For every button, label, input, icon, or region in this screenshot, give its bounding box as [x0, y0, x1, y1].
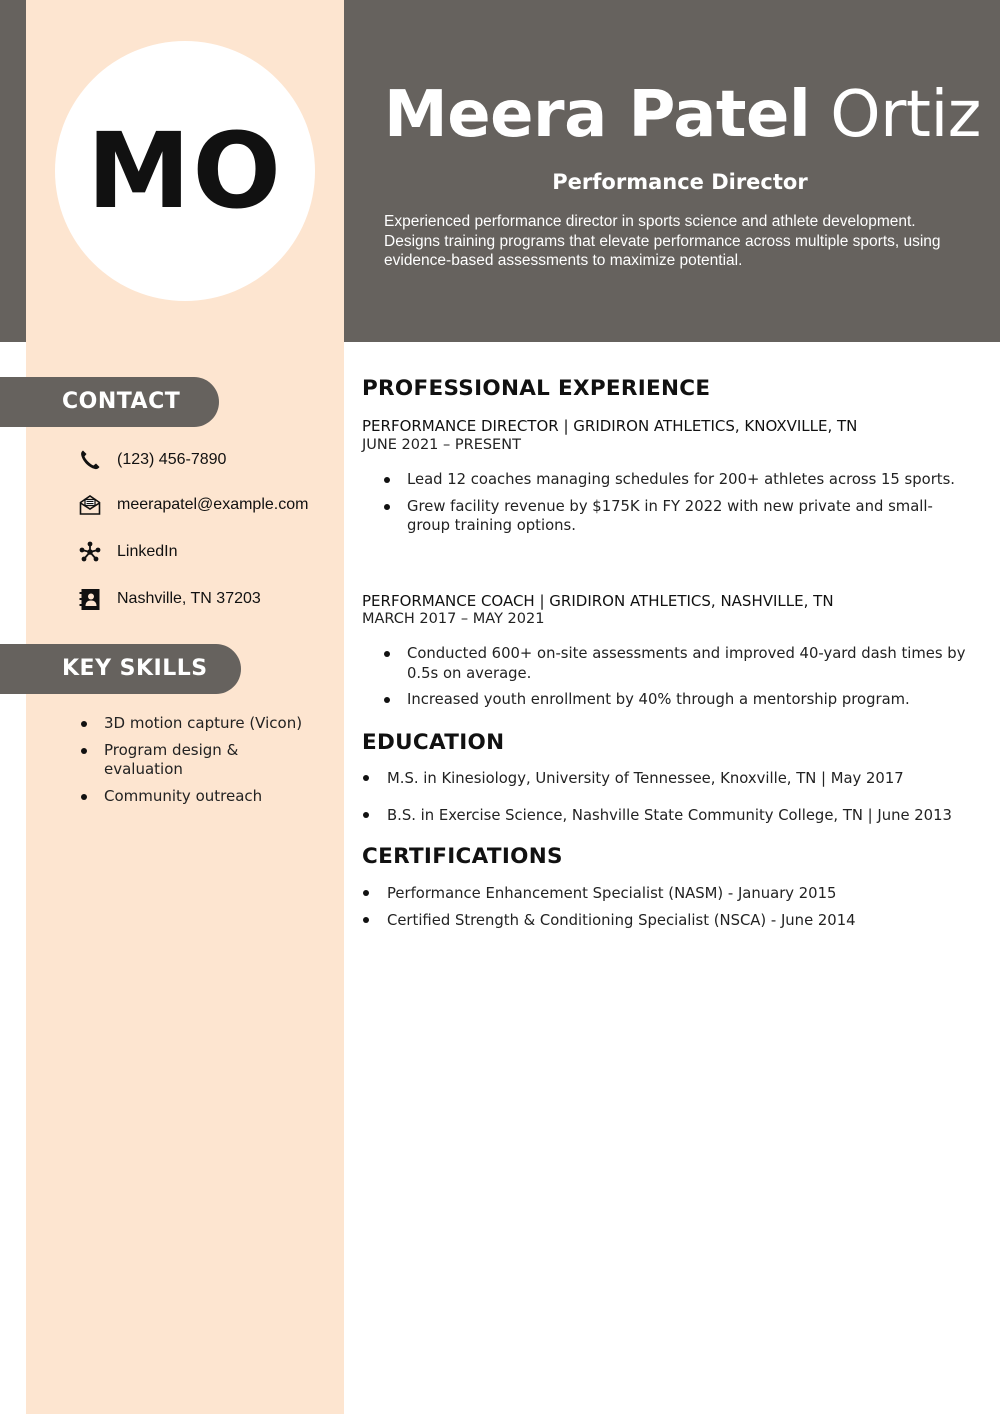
experience-heading: PROFESSIONAL EXPERIENCE: [362, 376, 711, 401]
job-bullets: [384, 470, 974, 543]
job-bullet: Conducted 600+ on-site assessments and improved 40-yard dash times by 0.5s on average.: [384, 644, 974, 683]
education-item: M.S. in Kinesiology, University of Tennessee, Knoxville, TN | May 2017: [362, 769, 982, 789]
profile-summary: Experienced performance director in sports science and athlete development. Designs training programs that elevate performance across multiple sports, using evidence-based assessments to maximize potential.: [384, 213, 941, 269]
phone-icon: [77, 447, 103, 473]
monogram-text: MO: [87, 110, 283, 232]
skills-heading: KEY SKILLS: [0, 644, 241, 694]
skill-item: Community outreach: [78, 787, 318, 807]
skill-item: Program design & evaluation: [78, 741, 318, 780]
email-icon: [77, 492, 103, 518]
job-role: PERFORMANCE DIRECTOR | GRIDIRON ATHLETICS, KNOXVILLE, TN: [362, 417, 858, 435]
job-bullets: [384, 644, 974, 717]
email-address[interactable]: meerapatel@example.com: [117, 496, 309, 513]
certification-item: Performance Enhancement Specialist (NASM) - January 2015: [362, 884, 982, 904]
phone-number[interactable]: (123) 456-7890: [117, 451, 227, 468]
education-list: [362, 769, 982, 825]
certification-item: Certified Strength & Conditioning Specialist (NSCA) - June 2014: [362, 911, 982, 931]
job-bullet: Lead 12 coaches managing schedules for 200+ athletes across 15 sports.: [384, 470, 974, 490]
job-dates: JUNE 2021 – PRESENT: [362, 437, 521, 453]
certifications-heading: CERTIFICATIONS: [362, 844, 563, 869]
address-icon: [77, 586, 103, 612]
job-dates: MARCH 2017 – MAY 2021: [362, 611, 545, 627]
job-bullet: Grew facility revenue by $175K in FY 2022 with new private and small-group training options.: [384, 497, 974, 536]
job-bullet: Increased youth enrollment by 40% through a mentorship program.: [384, 690, 974, 710]
address-text: Nashville, TN 37203: [117, 590, 261, 607]
linkedin-link[interactable]: LinkedIn: [117, 543, 178, 560]
job-role: PERFORMANCE COACH | GRIDIRON ATHLETICS, NASHVILLE, TN: [362, 592, 834, 610]
skills-list: [78, 714, 318, 813]
candidate-name: [384, 78, 981, 152]
monogram-circle: [55, 41, 315, 301]
name-first: Meera Patel: [384, 78, 811, 152]
contact-phone: [77, 446, 227, 474]
education-item: B.S. in Exercise Science, Nashville State Community College, TN | June 2013: [362, 806, 982, 826]
job-title: Performance Director: [552, 170, 808, 194]
contact-heading: CONTACT: [0, 377, 219, 427]
certifications-list: [362, 884, 982, 930]
contact-email: [77, 491, 309, 519]
linkedin-icon: [77, 539, 103, 565]
skill-item: 3D motion capture (Vicon): [78, 714, 318, 734]
contact-address: [77, 585, 261, 613]
contact-linkedin: [77, 538, 178, 566]
education-heading: EDUCATION: [362, 730, 505, 755]
name-last: Ortiz: [830, 78, 981, 152]
